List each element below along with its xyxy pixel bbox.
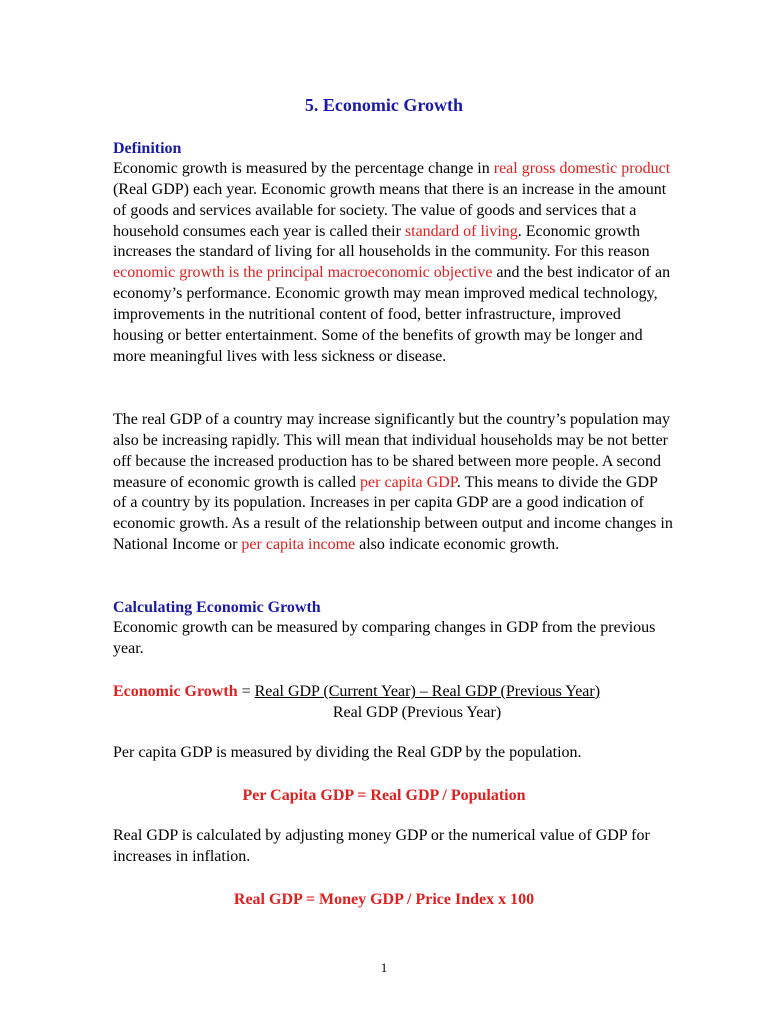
growth-formula-equals: = — [237, 683, 255, 700]
text-run: also indicate economic growth. — [355, 536, 560, 554]
page-number: 1 — [380, 960, 388, 975]
text-run: and the best indicator of an economy’s performance. Economic growth may mean improved medical technology, improvements in the nutritional content of food, better infrastructure, improved housing or better entertainment. Some of the benefits of growth may be longer and more meaningful lives with less sickness or disease. — [113, 264, 671, 365]
real-gdp-formula: Real GDP = Money GDP / Price Index x 100 — [233, 891, 535, 908]
text-run: . Economic growth increases the standard of living for all households in the community. For this reason — [113, 222, 650, 261]
definition-paragraph-1 — [113, 159, 673, 367]
real-gdp-text: Real GDP is calculated by adjusting money GDP or the numerical value of GDP for increases in inflation. — [113, 827, 650, 865]
text-run: . This means to divide the GDP of a country by its population. Increases in per capita GDP are a good indication of economic growth. As a result of the relationship between output and income changes in National Income or — [113, 473, 673, 554]
calculating-intro: Economic growth can be measured by comparing changes in GDP from the previous year. — [113, 619, 656, 657]
highlight-real-gdp: real gross domestic product — [493, 160, 671, 177]
growth-formula-lhs: Economic Growth — [113, 683, 238, 700]
text-run: (Real GDP) each year. Economic growth means that there is an increase in the amount of goods and services available for society. The value of goods and services that a household consumes each year is called their — [113, 180, 667, 240]
text-run: The real GDP of a country may increase significantly but the country’s population may also be increasing rapidly. This will mean that individual households may be not better off because the increased production has to be shared between more people. A second measure of economic growth is called — [113, 411, 671, 491]
text-run: Economic growth is measured by the percentage change in — [113, 160, 494, 177]
per-capita-text: Per capita GDP is measured by dividing the Real GDP by the population. — [113, 744, 582, 761]
page-title: 5. Economic Growth — [304, 95, 464, 115]
highlight-principal-objective: economic growth is the principal macroeconomic objective — [113, 264, 493, 282]
highlight-per-capita-income: per capita income — [241, 536, 356, 554]
definition-heading: Definition — [113, 140, 182, 157]
per-capita-formula: Per Capita GDP = Real GDP / Population — [242, 787, 526, 804]
growth-formula-numerator: Real GDP (Current Year) – Real GDP (Previous Year) — [254, 683, 601, 700]
definition-paragraph-2 — [113, 410, 673, 556]
highlight-standard-of-living: standard of living — [404, 222, 518, 240]
growth-formula-denominator: Real GDP (Previous Year) — [332, 704, 502, 721]
highlight-per-capita-gdp: per capita GDP — [360, 473, 457, 491]
growth-formula — [113, 681, 600, 702]
calculating-heading: Calculating Economic Growth — [113, 599, 321, 616]
